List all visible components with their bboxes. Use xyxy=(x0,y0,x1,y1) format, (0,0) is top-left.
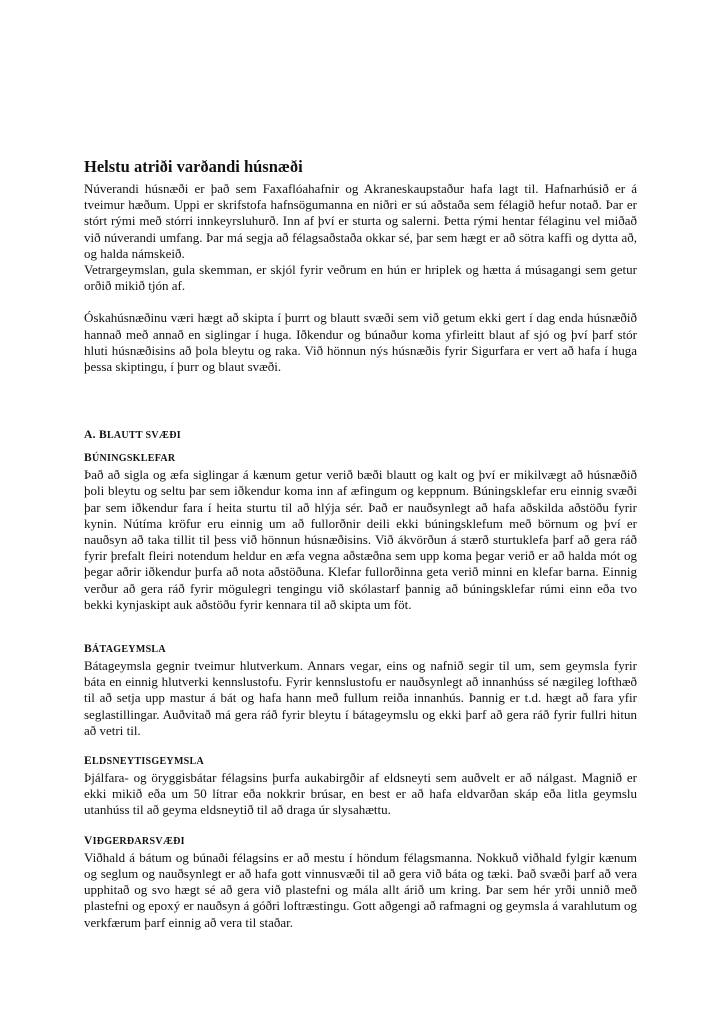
subsection-text-eldsneytisgeymsla: Þjálfara- og öryggisbátar félagsins þurfa aukabirgðir af eldsneyti sem auðvelt er að nálgast. Magnið er ekki mikið eða um 50 lítrar eða nokkrir brúsar, en best er að hafa eldvarðan skáp eða litla geymslu utanhúss til að geyma eldsneytið til að draga úr slysahættu. xyxy=(84,770,637,818)
subsection-heading-vidgerdarsvaedi xyxy=(84,835,637,848)
subsection-heading-buningsklefar xyxy=(84,452,637,465)
document-page xyxy=(84,157,637,931)
subsection-heading-batageymsla xyxy=(84,643,637,656)
intro-paragraph-2: Vetrargeymslan, gula skemman, er skjól fyrir veðrum en hún er hriplek og hætta á músagangi sem getur orðið mikið tjón af. xyxy=(84,262,637,294)
section-a-rest: LAUTT SVÆÐI xyxy=(106,430,181,442)
section-a-letter: A. B xyxy=(84,429,107,442)
subsection-cap: E xyxy=(84,755,92,768)
subsection-cap: B xyxy=(84,643,92,656)
subsection-text-batageymsla: Bátageymsla gegnir tveimur hlutverkum. Annars vegar, eins og nafnið segir til um, sem geymsla fyrir báta en einnig hlutverki kennslustofu. Fyrir kennslustofu er nauðsynlegt að innanhúss sé nægileg lofthæð til að setja upp mastur á bát og hafa hann með fullum reiða innanhús. Þannig er t.d. hægt að fara yfir seglastillingar. Auðvitað má gera ráð fyrir bleytu í bátageymslu og ekki þarf að gera ráð fyrir fullri hitun að vetri til. xyxy=(84,658,637,738)
subsection-text-vidgerdarsvaedi: Viðhald á bátum og búnaði félagsins er að mestu í höndum félagsmanna. Nokkuð viðhald fylgir kænum og seglum og nauðsynlegt er að hafa gott vinnusvæði til að gera við báta og tæki. Það svæði þarf að vera upphitað og svo hægt sé að gera við plastefni og mála allt árið um kring. Þar sem hér yrði unnið með plastefni og epoxý er nauðsyn á góðri loftræstingu. Gott aðgengi að rafmagni og geymsla á varahlutum og verkfærum þarf einnig að vera til staðar. xyxy=(84,849,637,930)
subsection-rest: IÐGERÐARSVÆÐI xyxy=(92,835,185,847)
intro-paragraph-1: Núverandi húsnæði er það sem Faxaflóahafnir og Akraneskaupstaður hafa lagt til. Hafnarhúsið er á tveimur hæðum. Uppi er skrifstofa hafnsögumanna en niðri er sú aðstaða sem félagið hefur notað. Þar er stórt rými með stórri innkeyrsluhurð. Inn af því er sturta og salerni. Þetta rými hentar félaginu vel miðað við núverandi umfang. Þar má segja að félagsaðstaða okkar sé, þar sem hægt er að sötra kaffi og dytta að, og halda námskeið. xyxy=(84,181,637,261)
subsection-cap: B xyxy=(84,452,92,465)
subsection-rest: ÁTAGEYMSLA xyxy=(91,644,166,656)
spacer xyxy=(84,375,637,429)
subsection-rest: ÚNINGSKLEFAR xyxy=(91,453,176,465)
subsection-heading-eldsneytisgeymsla xyxy=(84,755,637,768)
page-title: Helstu atriði varðandi húsnæði xyxy=(84,157,303,176)
subsection-rest: LDSNEYTISGEYMSLA xyxy=(91,756,205,768)
spacer xyxy=(84,819,637,835)
spacer xyxy=(84,294,637,310)
section-a-heading xyxy=(84,429,637,442)
subsection-cap: V xyxy=(84,834,93,847)
spacer xyxy=(84,613,637,643)
subsection-text-buningsklefar: Það að sigla og æfa siglingar á kænum getur verið bæði blautt og kalt og því er mikilvægt að húsnæðið þoli bleytu og seltu þar sem iðkendur koma inn af æfingum og keppnum. Búningsklefar eru einnig svæði þar sem iðkendur fara í heita sturtu til að hlýja sér. Það er nauðsynlegt að hafa aðskilda aðstöðu fyrir kynin. Nútíma kröfur eru einnig um að fullorðnir deili ekki búningsklefum með börnum og því er nauðsyn að taka tillit til þess við hönnun húsnæðisins. Við ákvörðun á stærð sturtuklefa þarf að gera ráð fyrir þrefalt fleiri notendum heldur en æfa vegna aðstæðna sem upp koma þegar verið er að halda mót og þegar aðrir iðkendur þurfa að nota aðstöðuna. Klefar fullorðinna geta verið minni en klefar barna. Einnig verður að gera ráð fyrir mögulegri tengingu við skólastarf þannig að búningsklefar rúmi einn eða tvo bekki kynjaskipt auk aðstöðu fyrir kennara til að skipta um föt. xyxy=(84,467,637,612)
intro-paragraph-3: Óskahúsnæðinu væri hægt að skipta í þurrt og blautt svæði sem við getum ekki gert í dag enda húsnæðið hannað með annað en siglingar í huga. Iðkendur og búnaður koma yfirleitt blaut af sjó og því þarf stór hluti húsnæðisins að þola bleytu og raka. Við hönnun nýs húsnæðis fyrir Sigurfara er vert að hafa í huga þessa skiptingu, í þurr og blaut svæði. xyxy=(84,310,637,375)
spacer xyxy=(84,739,637,755)
